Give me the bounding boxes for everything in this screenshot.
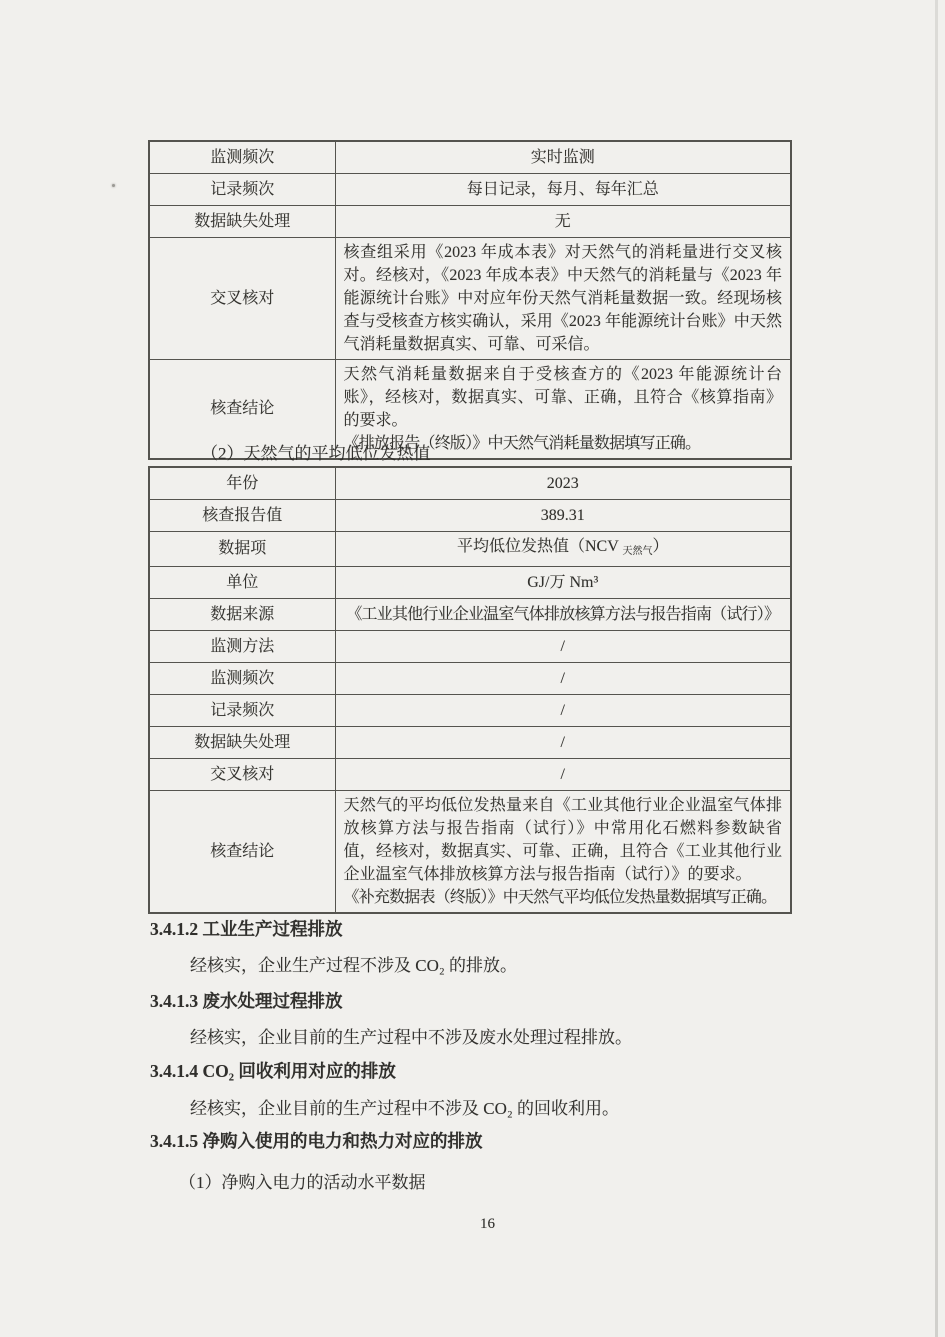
data-item-text: ）	[652, 537, 669, 555]
row-label: 数据来源	[149, 598, 335, 630]
section-body-3412: 经核实，企业生产过程不涉及 CO₂ 的排放。	[190, 956, 518, 975]
section-body-3413: 经核实，企业目前的生产过程中不涉及废水处理过程排放。	[190, 1028, 632, 1047]
row-label: 年份	[149, 467, 335, 499]
row-label: 交叉核对	[149, 237, 335, 359]
natural-gas-consumption-table	[148, 140, 792, 460]
section-heading-3414: 3.4.1.4 CO₂ 回收利用对应的排放	[150, 1061, 396, 1081]
row-value: 《工业其他行业企业温室气体排放核算方法与报告指南（试行）》	[335, 598, 791, 630]
table-row	[149, 694, 791, 726]
conclusion-paragraph: 《补充数据表（终版）》中天然气平均低位发热量数据填写正确。	[343, 888, 777, 906]
section-body-3414: 经核实，企业目前的生产过程中不涉及 CO₂ 的回收利用。	[190, 1099, 620, 1118]
row-label: 数据缺失处理	[149, 726, 335, 758]
row-label: 单位	[149, 566, 335, 598]
table-row	[149, 141, 791, 173]
row-value: 2023	[335, 467, 791, 499]
table-row	[149, 726, 791, 758]
section-heading-3412: 3.4.1.2 工业生产过程排放	[150, 919, 343, 939]
row-label: 数据缺失处理	[149, 205, 335, 237]
row-value: /	[335, 662, 791, 694]
table-row	[149, 662, 791, 694]
table-row	[149, 630, 791, 662]
cross-check-text: 核查组采用《2023 年成本表》对天然气的消耗量进行交叉核对。经核对，《2023 年成本表》中天然气的消耗量与《2023 年能源统计台账》中对应年份天然气消耗量数据一致。经现场核查与受核查方核实确认，采用《2023 年能源统计台账》中天然气消耗量数据真实、可靠、可采信。	[343, 243, 782, 353]
page-number: 16	[480, 1216, 495, 1232]
ncv-subscript: 天然气	[622, 545, 653, 557]
row-value: /	[335, 630, 791, 662]
row-label: 核查结论	[149, 359, 335, 459]
scan-artifact-edge	[935, 0, 938, 1337]
row-label: 记录频次	[149, 173, 335, 205]
table-row	[149, 531, 791, 566]
row-label: 核查结论	[149, 790, 335, 913]
table-row	[149, 790, 791, 913]
conclusion-paragraph: 天然气的平均低位发热量来自《工业其他行业企业温室气体排放核算方法与报告指南（试行）》中常用化石燃料参数缺省值，经核对，数据真实、可靠、正确，且符合《工业其他行业企业温室气体排放核算方法与报告指南（试行）》的要求。	[343, 796, 782, 883]
row-value: /	[335, 694, 791, 726]
table-row	[149, 566, 791, 598]
row-value: 每日记录，每月、每年汇总	[335, 173, 791, 205]
row-value	[335, 790, 791, 913]
table-row	[149, 758, 791, 790]
section-heading-3413: 3.4.1.3 废水处理过程排放	[150, 991, 343, 1011]
ncv-table	[148, 466, 792, 914]
table-row	[149, 499, 791, 531]
row-value: 389.31	[335, 499, 791, 531]
row-value: GJ/万 Nm³	[335, 566, 791, 598]
row-label: 记录频次	[149, 694, 335, 726]
section-list-item-1: （1）净购入电力的活动水平数据	[179, 1173, 426, 1192]
row-value: 实时监测	[335, 141, 791, 173]
row-value	[335, 531, 791, 566]
row-label: 监测方法	[149, 630, 335, 662]
row-value: /	[335, 758, 791, 790]
row-value: /	[335, 726, 791, 758]
scan-artifact-dot	[112, 184, 115, 187]
table-row	[149, 205, 791, 237]
row-label: 监测频次	[149, 662, 335, 694]
conclusion-paragraph: 《排放报告（终版）》中天然气消耗量数据填写正确。	[343, 434, 701, 452]
table-row	[149, 467, 791, 499]
row-label: 核查报告值	[149, 499, 335, 531]
data-item-text: 平均低位发热值（NCV	[456, 537, 623, 555]
table-row	[149, 598, 791, 630]
table-row	[149, 173, 791, 205]
row-label: 数据项	[149, 531, 335, 566]
table-row	[149, 237, 791, 359]
subheading-ncv: （2）天然气的平均低位发热值	[201, 444, 431, 463]
row-label: 交叉核对	[149, 758, 335, 790]
conclusion-paragraph: 天然气消耗量数据来自于受核查方的《2023 年能源统计台账》，经核对，数据真实、可靠、正确，且符合《核算指南》的要求。	[343, 365, 782, 429]
row-value: 无	[335, 205, 791, 237]
row-value	[335, 237, 791, 359]
section-heading-3415: 3.4.1.5 净购入使用的电力和热力对应的排放	[150, 1131, 483, 1151]
row-label: 监测频次	[149, 141, 335, 173]
